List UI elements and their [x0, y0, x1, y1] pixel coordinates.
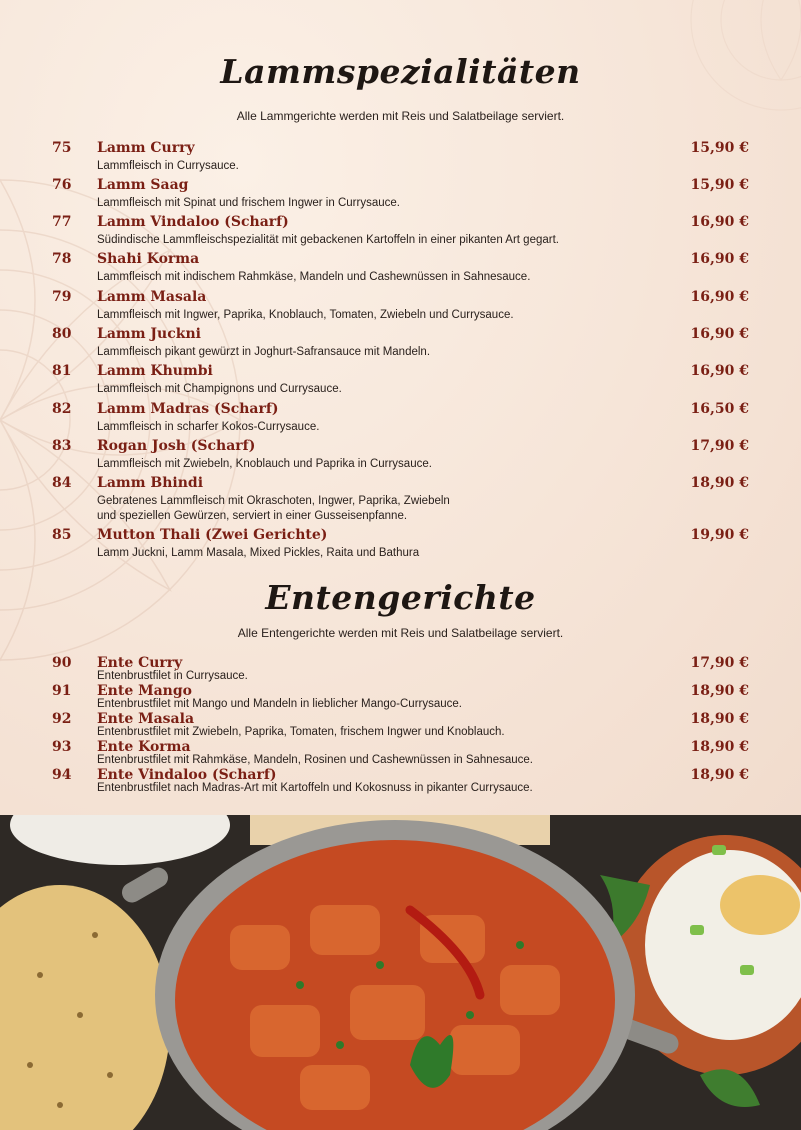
- item-price: 19,90 €: [690, 527, 749, 543]
- item-price: 18,90 €: [690, 739, 749, 755]
- item-description: Lammfleisch mit Zwiebeln, Knoblauch und Paprika in Currysauce.: [97, 458, 432, 470]
- duck-section-title: Entengerichte: [265, 578, 536, 617]
- lamb-section-subtitle: Alle Lammgerichte werden mit Reis und Salatbeilage serviert.: [236, 109, 565, 123]
- item-description: Lammfleisch mit Champignons und Currysauce.: [97, 383, 342, 395]
- item-price: 18,90 €: [690, 711, 749, 727]
- duck-section-subtitle: Alle Entengerichte werden mit Reis und Salatbeilage serviert.: [237, 626, 564, 640]
- item-description: Lammfleisch mit indischem Rahmkäse, Mandeln und Cashewnüssen in Sahnesauce.: [97, 271, 531, 283]
- item-name: Ente Vindaloo (Scharf): [97, 767, 277, 783]
- item-description: Gebratenes Lammfleisch mit Okraschoten, Ingwer, Paprika, Zwiebeln: [97, 495, 450, 507]
- item-description: Lammfleisch pikant gewürzt in Joghurt-Safransauce mit Mandeln.: [97, 346, 431, 358]
- item-name: Mutton Thali (Zwei Gerichte): [97, 527, 328, 543]
- item-number: 91: [52, 683, 72, 699]
- item-name: Rogan Josh (Scharf): [97, 438, 256, 454]
- item-price: 17,90 €: [690, 655, 749, 671]
- item-name: Ente Curry: [97, 655, 183, 671]
- curry-dish-illustration: [0, 815, 801, 1130]
- item-number: 83: [52, 438, 72, 454]
- item-number: 76: [52, 177, 72, 193]
- item-name: Lamm Curry: [97, 140, 195, 156]
- item-price: 16,90 €: [690, 289, 749, 305]
- item-description: Lammfleisch mit Spinat und frischem Ingwer in Currysauce.: [97, 197, 400, 209]
- item-name: Lamm Madras (Scharf): [97, 401, 279, 417]
- item-name: Ente Mango: [97, 683, 192, 699]
- item-number: 93: [52, 739, 72, 755]
- item-name: Shahi Korma: [97, 251, 200, 267]
- item-price: 18,90 €: [690, 767, 749, 783]
- item-number: 94: [52, 767, 72, 783]
- item-price: 16,90 €: [690, 326, 749, 342]
- item-description: Entenbrustfilet nach Madras-Art mit Kartoffeln und Kokosnuss in pikanter Currysauce.: [97, 782, 533, 794]
- item-name: Lamm Saag: [97, 177, 189, 193]
- item-number: 81: [52, 363, 72, 379]
- item-name: Lamm Juckni: [97, 326, 201, 342]
- item-name: Lamm Masala: [97, 289, 207, 305]
- item-description: Lamm Juckni, Lamm Masala, Mixed Pickles, Raita und Bathura: [97, 547, 420, 559]
- item-price: 16,50 €: [690, 401, 749, 417]
- item-description: Lammfleisch in scharfer Kokos-Currysauce.: [97, 421, 320, 433]
- item-number: 85: [52, 527, 72, 543]
- lamb-section-title: Lammspezialitäten: [220, 52, 581, 91]
- item-description: Entenbrustfilet mit Rahmkäse, Mandeln, Rosinen und Cashewnüssen in Sahnesauce.: [97, 754, 533, 766]
- item-number: 80: [52, 326, 72, 342]
- item-number: 78: [52, 251, 72, 267]
- food-photo: [0, 815, 801, 1130]
- item-number: 84: [52, 475, 72, 491]
- item-description: Entenbrustfilet mit Zwiebeln, Paprika, Tomaten, frischem Ingwer und Knoblauch.: [97, 726, 505, 738]
- item-name: Lamm Vindaloo (Scharf): [97, 214, 289, 230]
- item-description: Lammfleisch mit Ingwer, Paprika, Knoblauch, Tomaten, Zwiebeln und Currysauce.: [97, 309, 514, 321]
- item-number: 75: [52, 140, 72, 156]
- item-price: 18,90 €: [690, 683, 749, 699]
- item-price: 16,90 €: [690, 251, 749, 267]
- item-description-line-2: und speziellen Gewürzen, serviert in einer Gusseisenpfanne.: [97, 510, 408, 522]
- item-name: Ente Masala: [97, 711, 195, 727]
- item-description: Lammfleisch in Currysauce.: [97, 160, 239, 172]
- item-description: Südindische Lammfleischspezialität mit gebackenen Kartoffeln in einer pikanten Art gegart.: [97, 234, 559, 246]
- item-name: Ente Korma: [97, 739, 191, 755]
- item-price: 15,90 €: [690, 177, 749, 193]
- item-price: 16,90 €: [690, 363, 749, 379]
- item-number: 77: [52, 214, 72, 230]
- item-description: Entenbrustfilet mit Mango und Mandeln in lieblicher Mango-Currysauce.: [97, 698, 462, 710]
- item-number: 82: [52, 401, 72, 417]
- item-price: 15,90 €: [690, 140, 749, 156]
- item-number: 79: [52, 289, 72, 305]
- item-description: Entenbrustfilet in Currysauce.: [97, 670, 248, 682]
- item-number: 92: [52, 711, 72, 727]
- item-price: 17,90 €: [690, 438, 749, 454]
- item-name: Lamm Khumbi: [97, 363, 213, 379]
- item-price: 18,90 €: [690, 475, 749, 491]
- item-name: Lamm Bhindi: [97, 475, 204, 491]
- item-price: 16,90 €: [690, 214, 749, 230]
- item-number: 90: [52, 655, 72, 671]
